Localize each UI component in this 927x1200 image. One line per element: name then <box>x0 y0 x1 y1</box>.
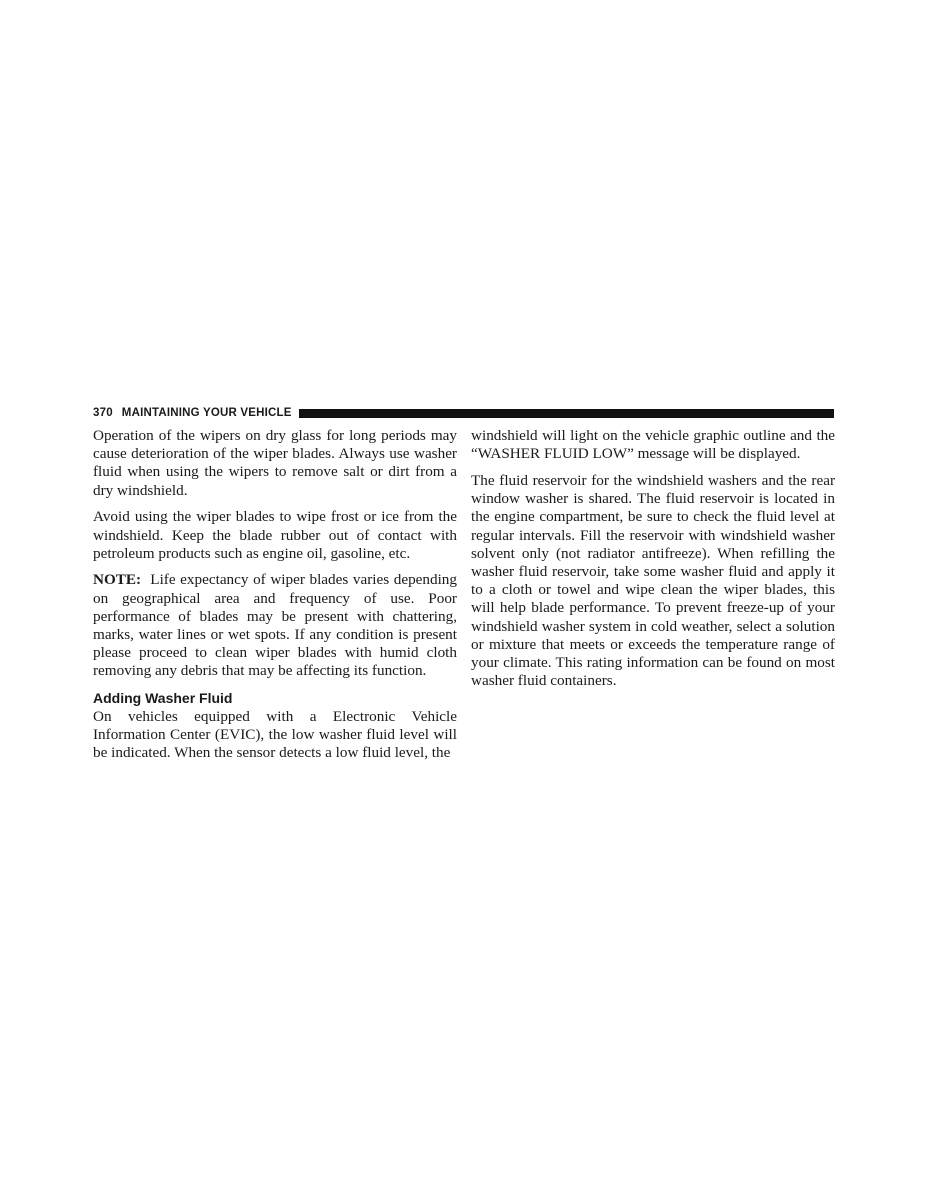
note-label: NOTE: <box>93 571 142 589</box>
page-number: 370 <box>93 407 113 419</box>
page-header <box>93 406 834 420</box>
note-text: Life expectancy of wiper blades varies depending on geographical area and frequency of use. Poor performance of blades may be present with chattering, marks, water lines or wet spots. If any condition is present please proceed to clean wiper blades with humid cloth removing any debris that may be affecting its function. <box>93 571 457 680</box>
paragraph-frost-ice: Avoid using the wiper blades to wipe frost or ice from the windshield. Keep the blade rubber out of contact with petroleum products such as engine oil, gasoline, etc. <box>93 508 457 562</box>
paragraph-fluid-reservoir: The fluid reservoir for the windshield washers and the rear window washer is shared. The fluid reservoir is located in the engine compartment, be sure to check the fluid level at regular intervals. Fill the reservoir with windshield washer solvent only (not radiator antifreeze). When refilling the washer fluid reservoir, take some washer fluid and apply it to a cloth or towel and wipe clean the wiper blades, this will help blade performance. To prevent freeze-up of your windshield washer system in cold weather, select a solution or mixture that meets or exceeds the temperature range of your climate. This rating information can be found on most washer fluid containers. <box>471 471 835 690</box>
header-rule <box>299 409 834 418</box>
subheading-adding-washer-fluid: Adding Washer Fluid <box>93 689 233 706</box>
paragraph-evic: On vehicles equipped with a Electronic Vehicle Information Center (EVIC), the low washer fluid level will be indicated. When the sensor detects a low fluid level, the <box>93 707 457 762</box>
note-paragraph <box>93 571 457 680</box>
section-title: MAINTAINING YOUR VEHICLE <box>121 407 292 419</box>
left-column <box>93 427 457 771</box>
paragraph-dry-glass: Operation of the wipers on dry glass for long periods may cause deterioration of the wiper blades. Always use washer fluid when using the wipers to remove salt or dirt from a dry windshield. <box>93 427 457 499</box>
paragraph-washer-fluid-low: windshield will light on the vehicle graphic outline and the “WASHER FLUID LOW” message will be displayed. <box>471 427 835 463</box>
right-column <box>471 427 835 699</box>
